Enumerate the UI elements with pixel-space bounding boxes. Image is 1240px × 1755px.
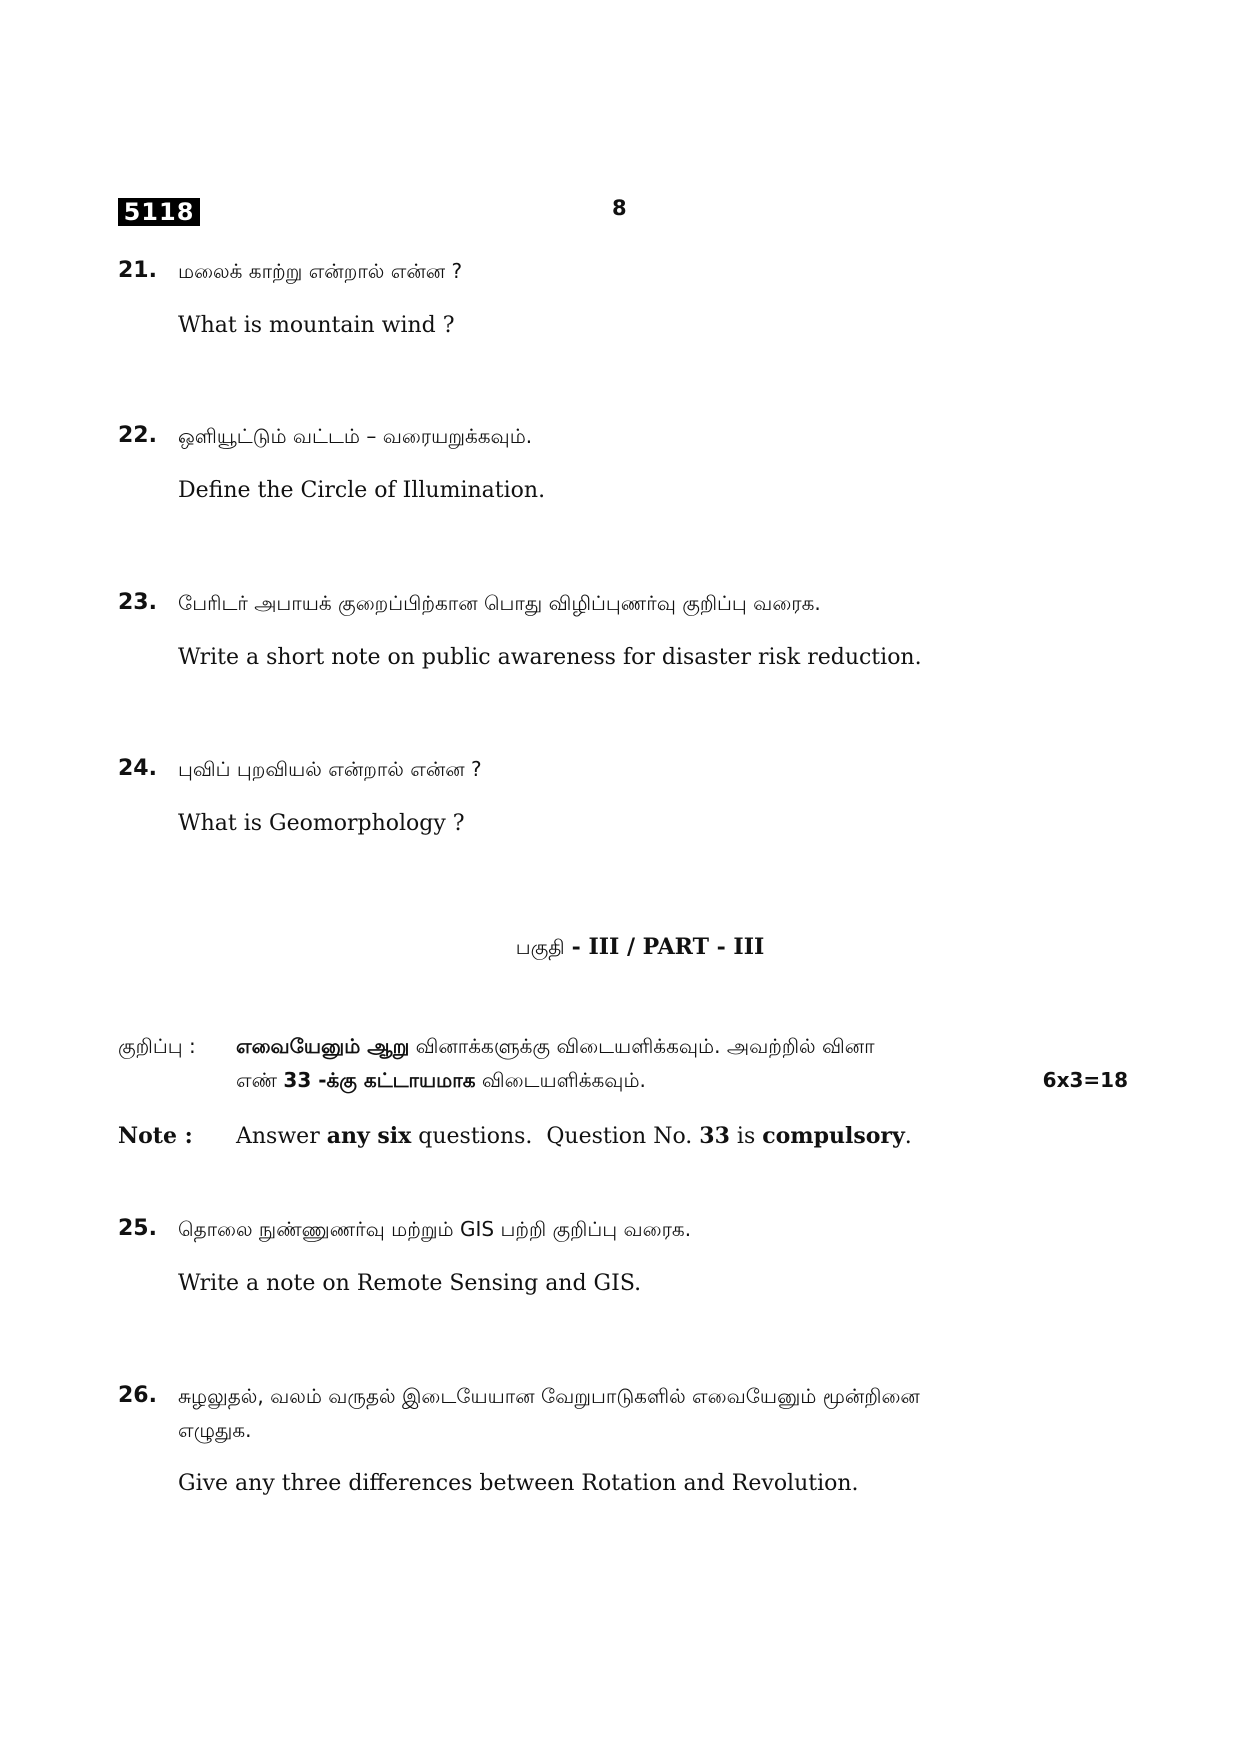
question-english: Write a short note on public awareness for disaster risk reduction.: [178, 645, 922, 670]
part-heading: [0, 932, 1240, 963]
question-english: Give any three differences between Rotation and Revolution.: [178, 1471, 859, 1496]
question-number: 24.: [118, 756, 157, 781]
question-tamil-line-2: எழுதுக.: [178, 1418, 252, 1442]
note-bold: compulsory: [762, 1123, 905, 1149]
question-tamil: தொலை நுண்ணுணர்வு மற்றும் GIS பற்றி குறிப்பு வரைக.: [178, 1217, 692, 1241]
question-number: 23.: [118, 590, 157, 615]
note-tamil-line-1: [236, 1029, 1136, 1063]
question-english: What is Geomorphology ?: [178, 811, 465, 836]
note-text: .: [904, 1124, 912, 1149]
question-number: 25.: [118, 1216, 157, 1241]
question-number: 26.: [118, 1383, 157, 1408]
note-tamil-text: விடையளிக்கவும்.: [475, 1068, 646, 1092]
question-english: Write a note on Remote Sensing and GIS.: [178, 1271, 642, 1296]
note-english-text: [236, 1121, 1136, 1152]
part-heading-label: - III / PART - III: [571, 934, 765, 960]
marks-allocation: 6x3=18: [1042, 1068, 1128, 1092]
note-tamil-bold: 33 -க்கு கட்டாயமாக: [283, 1068, 476, 1092]
part-heading-tamil: பகுதி: [515, 935, 565, 959]
question-english: What is mountain wind ?: [178, 313, 455, 338]
question-number: 21.: [118, 258, 157, 283]
note-text: is: [729, 1124, 763, 1149]
note-tamil-line-2: [236, 1063, 886, 1097]
note-bold: any six: [326, 1123, 412, 1149]
question-tamil: புவிப் புறவியல் என்றால் என்ன ?: [178, 757, 482, 781]
question-english: Define the Circle of Illumination.: [178, 478, 546, 503]
page-number: 8: [612, 196, 627, 220]
paper-code-badge: 5118: [118, 198, 200, 226]
note-bold: 33: [699, 1123, 730, 1149]
question-tamil-line-1: சுழலுதல், வலம் வருதல் இடையேயான வேறுபாடுகளில் எவையேனும் மூன்றினை: [178, 1384, 920, 1408]
note-tamil-text: எண்: [236, 1068, 284, 1092]
question-tamil: பேரிடர் அபாயக் குறைப்பிற்கான பொது விழிப்புணர்வு குறிப்பு வரைக.: [178, 591, 821, 615]
note-tamil-label: குறிப்பு :: [118, 1034, 196, 1058]
note-text: Answer: [236, 1124, 327, 1149]
note-tamil-text: வினாக்களுக்கு விடையளிக்கவும். அவற்றில் வினா: [409, 1034, 875, 1058]
question-tamil: மலைக் காற்று என்றால் என்ன ?: [178, 259, 463, 283]
note-text: questions. Question No.: [411, 1124, 700, 1149]
question-number: 22.: [118, 423, 157, 448]
question-tamil: ஒளியூட்டும் வட்டம் – வரையறுக்கவும்.: [178, 424, 533, 448]
note-english-label: Note :: [118, 1123, 193, 1149]
note-tamil-bold: எவையேனும் ஆறு: [236, 1034, 410, 1058]
